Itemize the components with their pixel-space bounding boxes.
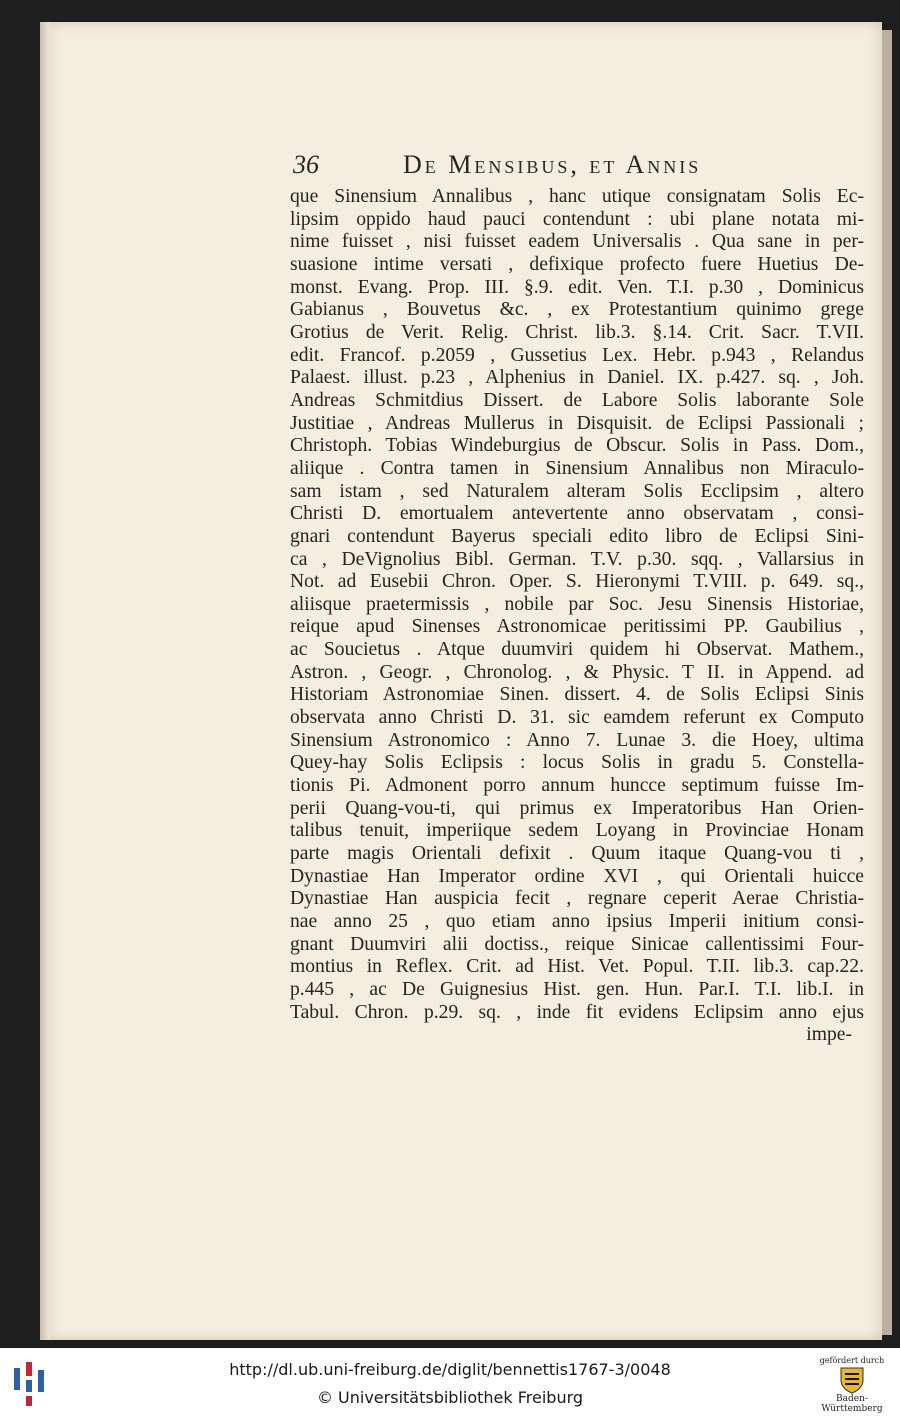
- page-edge: [882, 30, 892, 1335]
- sponsor-name: Baden-Württemberg: [821, 1394, 883, 1414]
- text-line: montius in Reflex. Crit. ad Hist. Vet. Popul. T.II. lib.3. cap.22.: [290, 956, 864, 978]
- page-number: 36: [293, 150, 319, 179]
- text-line: nae anno 25 , quo etiam anno ipsius Imperii initium consi-: [290, 911, 864, 932]
- text-line: sam istam , sed Naturalem alteram Solis Ecclipsim , altero: [290, 480, 864, 502]
- text-line: Dynastiae Han auspicia fecit , regnare ceperit Aerae Christia-: [290, 888, 864, 910]
- running-head: [285, 148, 875, 184]
- text-line: tionis Pi. Admonent porro annum huncce septimum fuisse Im-: [290, 775, 864, 797]
- text-line: Tabul. Chron. p.29. sq. , inde fit evidens Eclipsim anno ejus: [290, 1001, 864, 1023]
- footer-bar: [0, 1348, 900, 1416]
- text-line: Historiam Astronomiae Sinen. dissert. 4. de Solis Eclipsi Sinis: [290, 684, 864, 706]
- text-line: perii Quang-vou-ti, qui primus ex Imperatoribus Han Orien-: [290, 797, 864, 819]
- running-head-title: De Mensibus, et Annis: [403, 150, 702, 179]
- text-line: ca , DeVignolius Bibl. German. T.V. p.30. sqq. , Vallarsius in: [290, 548, 864, 570]
- text-line: nime fuisset , nisi fuisset eadem Universalis . Qua sane in per-: [290, 231, 864, 253]
- catchword: impe-: [806, 1024, 852, 1046]
- page-body-text: [290, 186, 864, 1047]
- text-line: aliique . Contra tamen in Sinensium Annalibus non Miraculo-: [290, 457, 864, 479]
- text-line: monst. Evang. Prop. III. §.9. edit. Ven. T.I. p.30 , Dominicus: [290, 276, 864, 298]
- text-line: Dynastiae Han Imperator ordine XVI , qui Orientali huicce: [290, 865, 864, 887]
- text-line: Astron. , Geogr. , Chronolog. , & Physic. T II. in Append. ad: [290, 661, 864, 683]
- text-line: que Sinensium Annalibus , hanc utique consignatam Solis Ec-: [290, 186, 864, 207]
- sponsor-badge: [808, 1356, 896, 1414]
- text-line: aliisque praetermissis , nobile par Soc. Jesu Sinensis Historiae,: [290, 593, 864, 615]
- text-line: Andreas Schmitdius Dissert. de Labore Solis laborante Sole: [290, 389, 864, 411]
- text-line: gnant Duumviri alii doctiss., reique Sinicae callentissimi Four-: [290, 933, 864, 955]
- text-line: Gabianus , Bouvetus &c. , ex Protestantium quinimo grege: [290, 299, 864, 321]
- text-line: edit. Francof. p.2059 , Gussetius Lex. Hebr. p.943 , Relandus: [290, 344, 864, 366]
- text-line: Justitiae , Andreas Mullerus in Disquisit. de Eclipsi Passionali ;: [290, 412, 864, 434]
- text-line: p.445 , ac De Guignesius Hist. gen. Hun. Par.I. T.I. lib.I. in: [290, 978, 864, 1000]
- page-gutter: [40, 22, 50, 1340]
- text-line: Christoph. Tobias Windeburgius de Obscur. Solis in Pass. Dom.,: [290, 435, 864, 457]
- text-line: Quey-hay Solis Eclipsis : locus Solis in gradu 5. Constella-: [290, 752, 864, 774]
- text-line: reique apud Sinenses Astronomicae peritissimi PP. Gaubilius ,: [290, 616, 864, 638]
- copyright-text: © Universitätsbibliothek Freiburg: [316, 1388, 584, 1407]
- text-line: lipsim oppido haud pauci contendunt : ubi plane notata mi-: [290, 208, 864, 230]
- text-line: Sinensium Astronomico : Anno 7. Lunae 3. die Hoey, ultima: [290, 729, 864, 751]
- text-line: gnari contendunt Bayerus speciali edito libro de Eclipsi Sini-: [290, 525, 864, 547]
- baden-wuerttemberg-crest-icon: [837, 1366, 867, 1394]
- page-url-link[interactable]: http://dl.ub.uni-freiburg.de/diglit/bennettis1767-3/0048: [229, 1360, 671, 1379]
- text-line: parte magis Orientali defixit . Quum itaque Quang-vou ti ,: [290, 843, 864, 865]
- text-line: observata anno Christi D. 31. sic eamdem referunt ex Computo: [290, 707, 864, 729]
- text-line: talibus tenuit, imperiique sedem Loyang in Provinciae Honam: [290, 820, 864, 842]
- text-line: suasione intime versati , defixique profecto fuere Huetius De-: [290, 253, 864, 275]
- sponsor-caption: gefördert durch: [819, 1356, 885, 1365]
- text-line: Christi D. emortualem antevertente anno observatam , consi-: [290, 503, 864, 525]
- text-line: ac Soucietus . Atque duumviri quidem hi Observat. Mathem.,: [290, 639, 864, 661]
- text-line: Grotius de Verit. Relig. Christ. lib.3. §.14. Crit. Sacr. T.VII.: [290, 321, 864, 343]
- text-line: Not. ad Eusebii Chron. Oper. S. Hieronymi T.VIII. p. 649. sq.,: [290, 571, 864, 593]
- library-logo-icon: [12, 1358, 46, 1408]
- text-line: Palaest. illust. p.23 , Alphenius in Daniel. IX. p.427. sq. , Joh.: [290, 367, 864, 389]
